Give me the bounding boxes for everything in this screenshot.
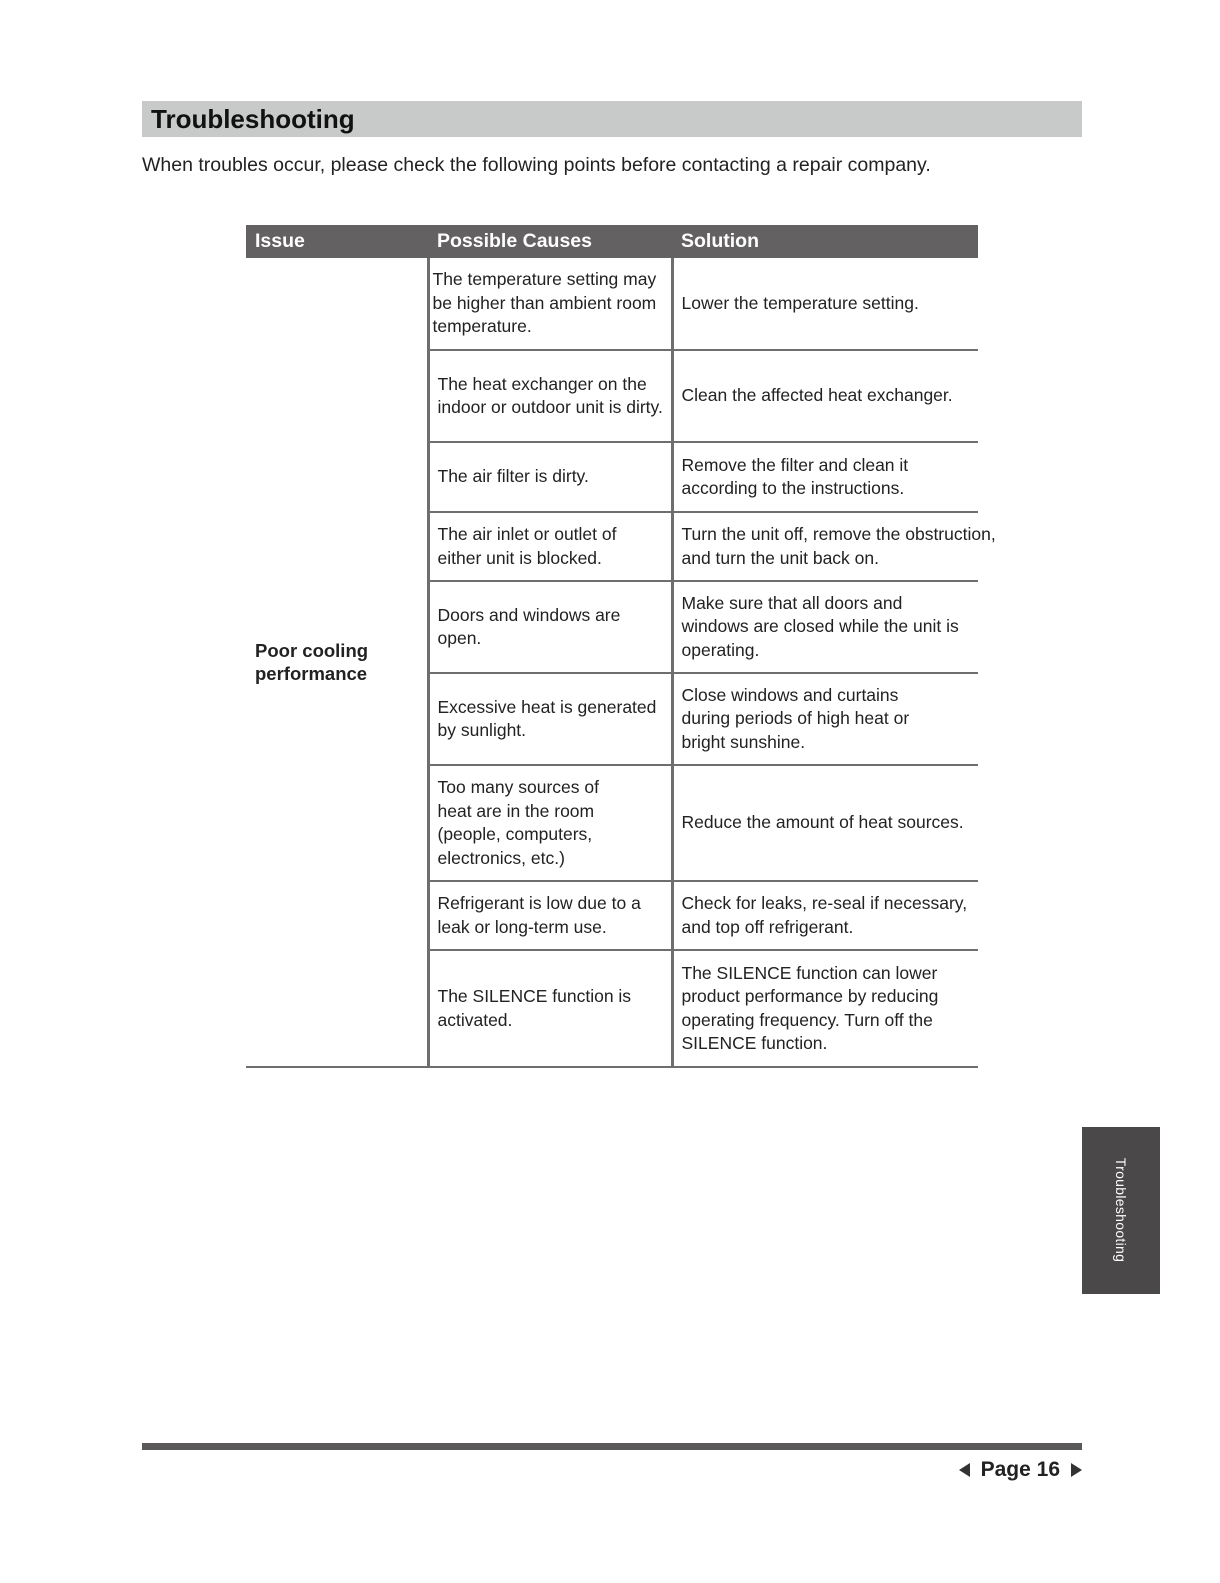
cause-cell: Too many sources of heat are in the room (people, computers, electronics, etc.) bbox=[428, 765, 672, 881]
cause-cell: The air inlet or outlet of either unit is blocked. bbox=[428, 512, 672, 581]
cause-cell: The SILENCE function is activated. bbox=[428, 950, 672, 1067]
cause-cell: Doors and windows are open. bbox=[428, 581, 672, 673]
footer-rule bbox=[142, 1443, 1082, 1450]
prev-page-icon[interactable] bbox=[959, 1463, 970, 1477]
solution-cell: Check for leaks, re-seal if necessary, and top off refrigerant. bbox=[672, 881, 978, 950]
table-row bbox=[246, 258, 978, 350]
troubleshooting-table bbox=[246, 225, 996, 1068]
solution-cell: Reduce the amount of heat sources. bbox=[672, 765, 978, 881]
section-title: Troubleshooting bbox=[151, 104, 355, 134]
page-navigator bbox=[959, 1455, 1082, 1485]
solution-cell: The SILENCE function can lower product performance by reducing operating frequency. Turn off the SILENCE function. bbox=[672, 950, 978, 1067]
section-header-bar bbox=[142, 101, 1082, 137]
solution-cell: Remove the filter and clean it according to the instructions. bbox=[672, 442, 978, 512]
cause-cell: The air filter is dirty. bbox=[428, 442, 672, 512]
cause-cell: The temperature setting may be higher than ambient room temperature. bbox=[428, 258, 672, 350]
side-tab-troubleshooting[interactable] bbox=[1082, 1127, 1160, 1294]
issue-cell: Poor cooling performance bbox=[246, 258, 428, 1067]
header-solution: Solution bbox=[672, 225, 978, 258]
cause-cell: Excessive heat is generated by sunlight. bbox=[428, 673, 672, 765]
solution-cell: Clean the affected heat exchanger. bbox=[672, 350, 978, 442]
solution-cell: Close windows and curtains during periods of high heat or bright sunshine. bbox=[672, 673, 978, 765]
cause-cell: Refrigerant is low due to a leak or long-term use. bbox=[428, 881, 672, 950]
intro-text: When troubles occur, please check the following points before contacting a repair company. bbox=[142, 154, 931, 176]
solution-cell: Make sure that all doors and windows are closed while the unit is operating. bbox=[672, 581, 978, 673]
solution-text: Turn the unit off, remove the obstruction, and turn the unit back on. bbox=[681, 524, 996, 568]
header-issue: Issue bbox=[246, 225, 428, 258]
next-page-icon[interactable] bbox=[1071, 1463, 1082, 1477]
solution-cell: Lower the temperature setting. bbox=[672, 258, 978, 350]
solution-cell bbox=[672, 512, 996, 581]
page-number: Page 16 bbox=[980, 1458, 1060, 1481]
header-possible-causes: Possible Causes bbox=[428, 225, 672, 258]
table-header-row bbox=[246, 225, 978, 258]
side-tab-label: Troubleshooting bbox=[1113, 1157, 1129, 1263]
cause-cell: The heat exchanger on the indoor or outdoor unit is dirty. bbox=[428, 350, 672, 442]
